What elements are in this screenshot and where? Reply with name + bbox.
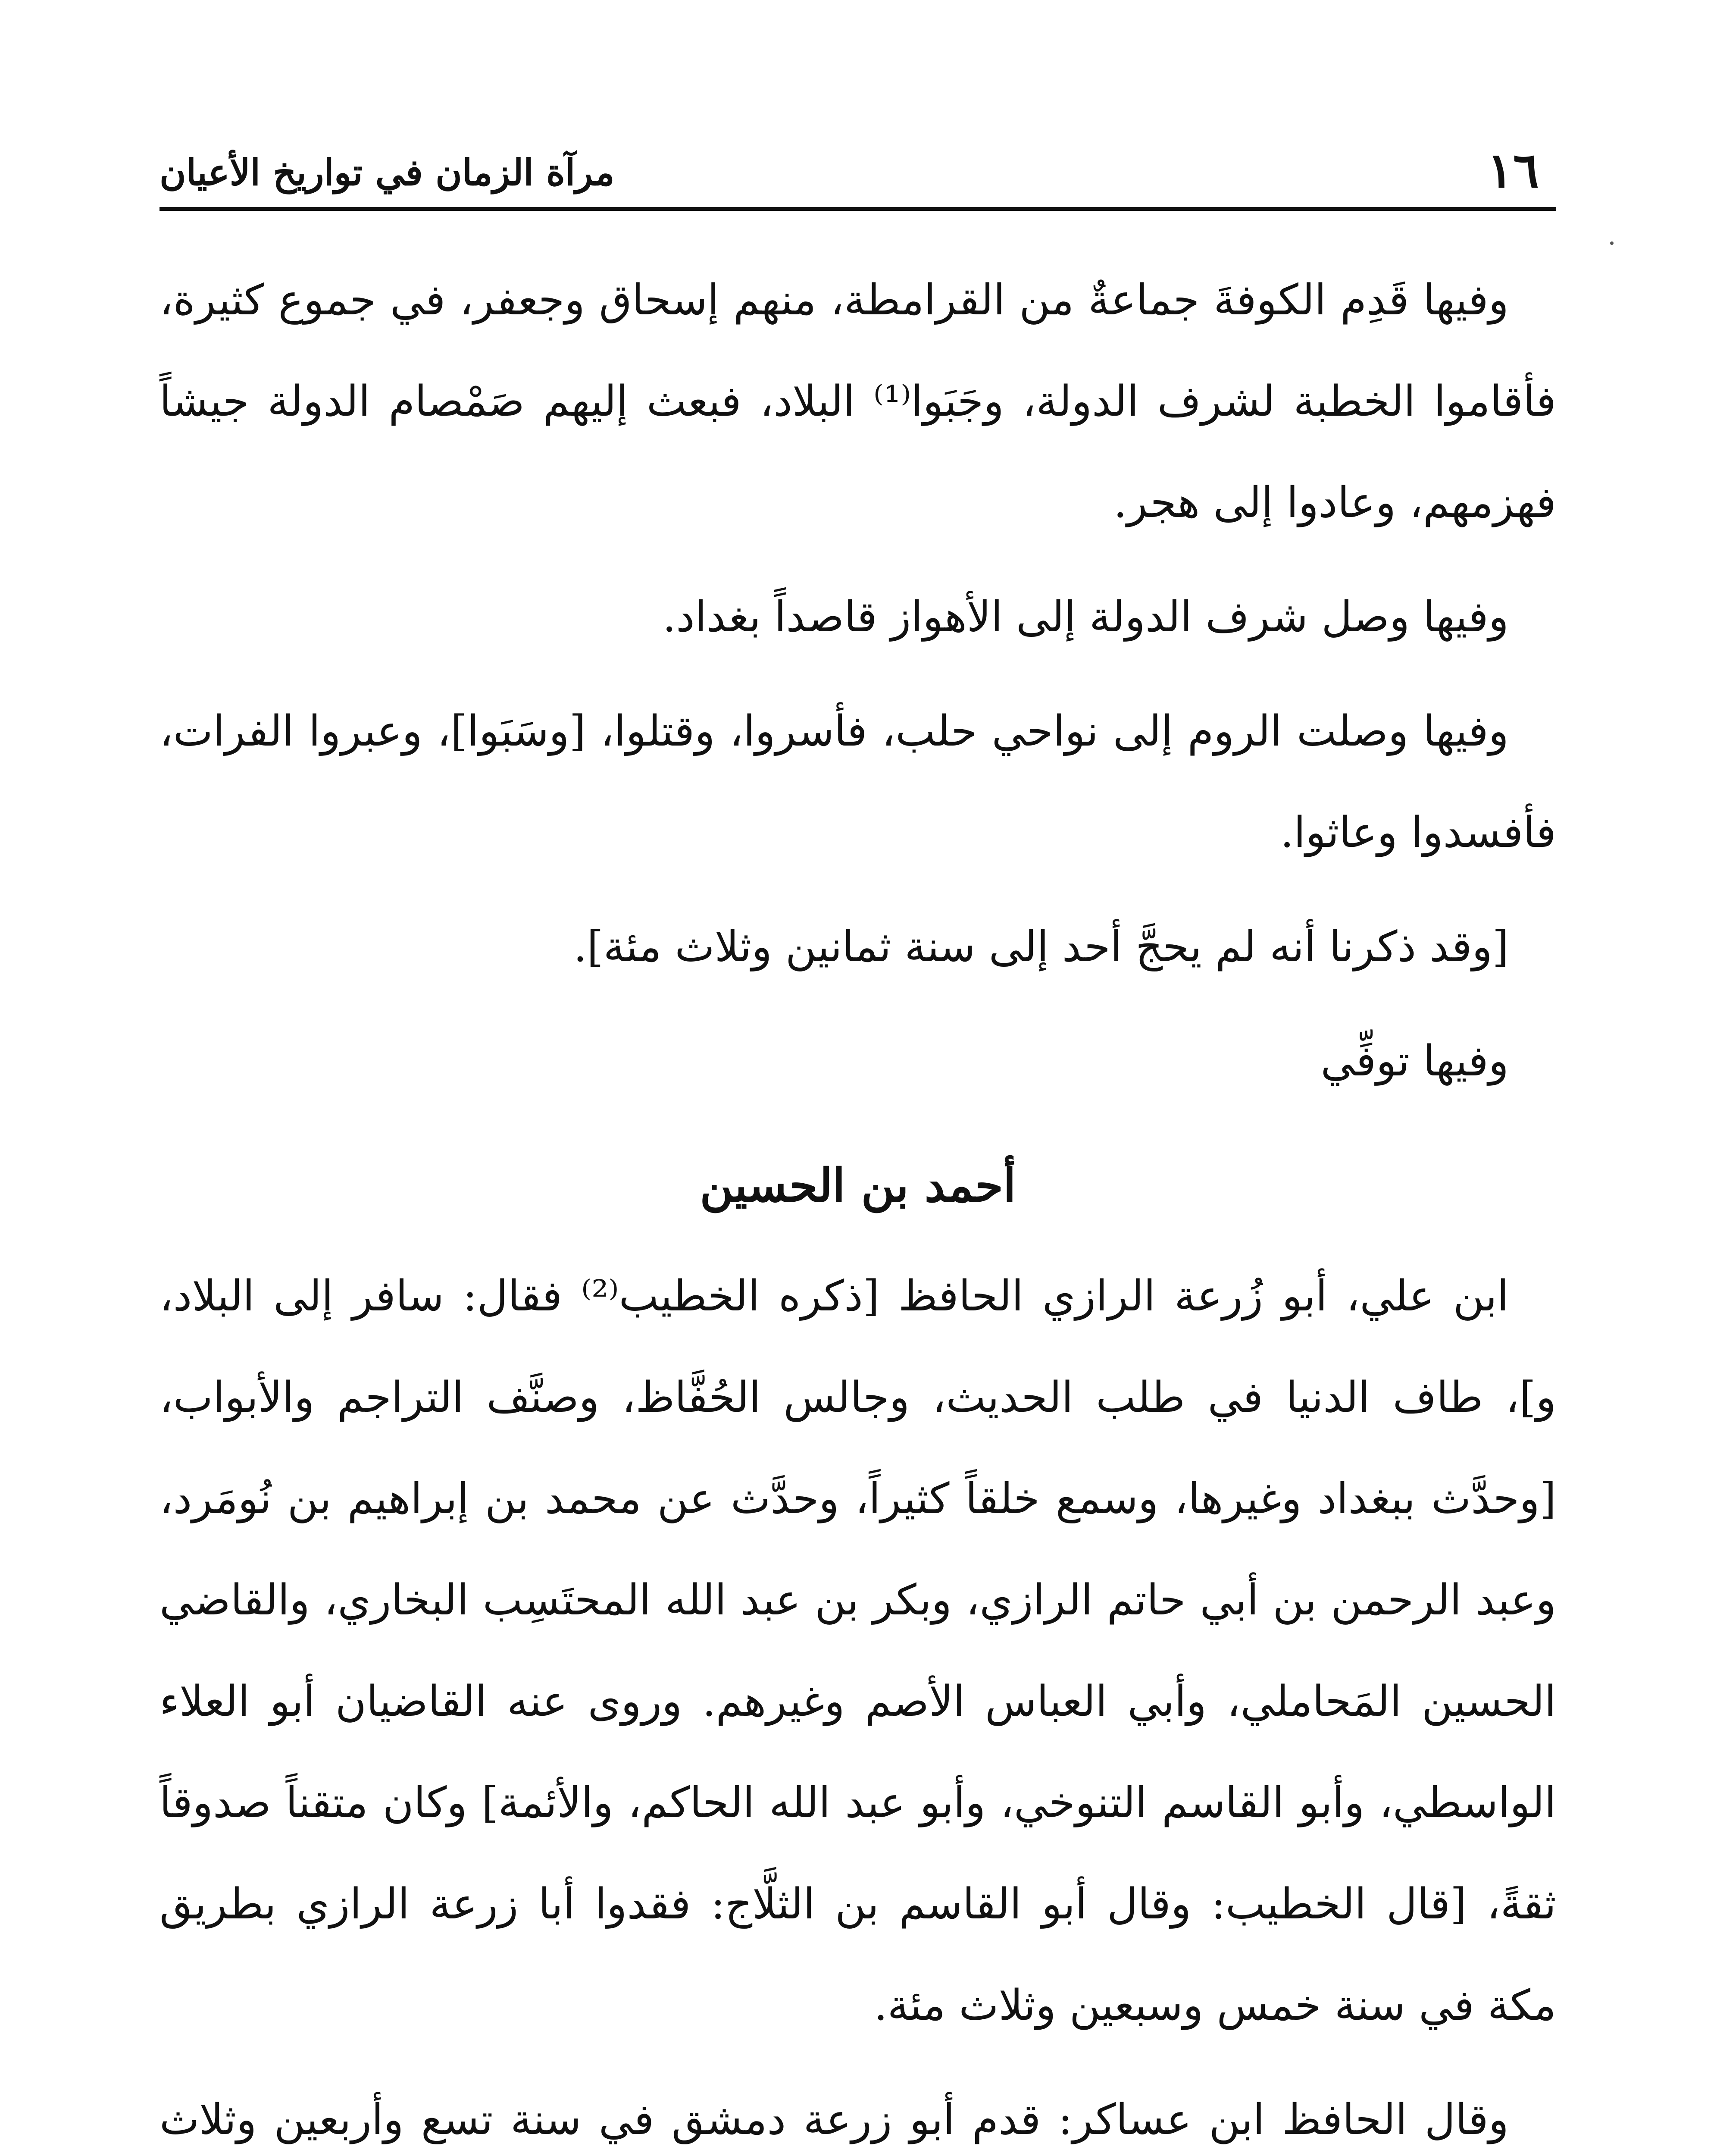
main-text bbox=[160, 250, 1556, 2156]
paragraph-biography: ابن علي، أبو زُرعة الرازي الحافظ [ذكره الخطيب⁽²⁾ فقال: سافر إلى البلاد، و]، طاف الدنيا في طلب الحديث، وجالس الحُفَّاظ، وصنَّف التراجم والأبواب، [وحدَّث ببغداد وغيرها، وسمع خلقاً كثيراً، وحدَّث عن محمد بن إبراهيم بن نُومَرد، وعبد الرحمن بن أبي حاتم الرازي، وبكر بن عبد الله المحتَسِب البخاري، والقاضي الحسين المَحاملي، وأبي العباس الأصم وغيرهم. وروى عنه القاضيان أبو العلاء الواسطي، وأبو القاسم التنوخي، وأبو عبد الله الحاكم، والأئمة] وكان متقناً صدوقاً ثقةً، [قال الخطيب: وقال أبو القاسم بن الثلَّاج: فقدوا أبا زرعة الرازي بطريق مكة في سنة خمس وسبعين وثلاث مئة. bbox=[160, 1272, 1556, 2030]
running-header bbox=[160, 134, 1556, 211]
paragraph-hajj-note: [وقد ذكرنا أنه لم يحجَّ أحد إلى سنة ثمانين وثلاث مئة]. bbox=[573, 922, 1509, 971]
paragraph-deaths-intro: وفيها توفِّي bbox=[1320, 1037, 1509, 1086]
book-page bbox=[160, 134, 1556, 2156]
paragraph-qaramita: وفيها قَدِم الكوفةَ جماعةٌ من القرامطة، منهم إسحاق وجعفر، في جموع كثيرة، فأقاموا الخطبة لشرف الدولة، وجَبَوا⁽¹⁾ البلاد، فبعث إليهم صَمْصام الدولة جيشاً فهزمهم، وعادوا إلى هجر. bbox=[160, 276, 1556, 527]
paragraph-ibn-asakir: وقال الحافظ ابن عساكر: قدم أبو زرعة دمشق في سنة تسع وأربعين وثلاث bbox=[160, 2095, 1509, 2144]
scan-speck bbox=[1610, 241, 1614, 245]
paragraph-sharaf-al-dawla: وفيها وصل شرف الدولة إلى الأهواز قاصداً بغداد. bbox=[663, 592, 1509, 642]
book-title: مرآة الزمان في تواريخ الأعيان bbox=[160, 151, 615, 194]
paragraph-rum-aleppo: وفيها وصلت الروم إلى نواحي حلب، فأسروا، وقتلوا، [وسَبَوا]، وعبروا الفرات، فأفسدوا وعاثوا. bbox=[160, 707, 1556, 857]
page-number: ١٦ bbox=[1487, 142, 1539, 199]
section-heading: أحمد بن الحسين bbox=[700, 1158, 1016, 1212]
